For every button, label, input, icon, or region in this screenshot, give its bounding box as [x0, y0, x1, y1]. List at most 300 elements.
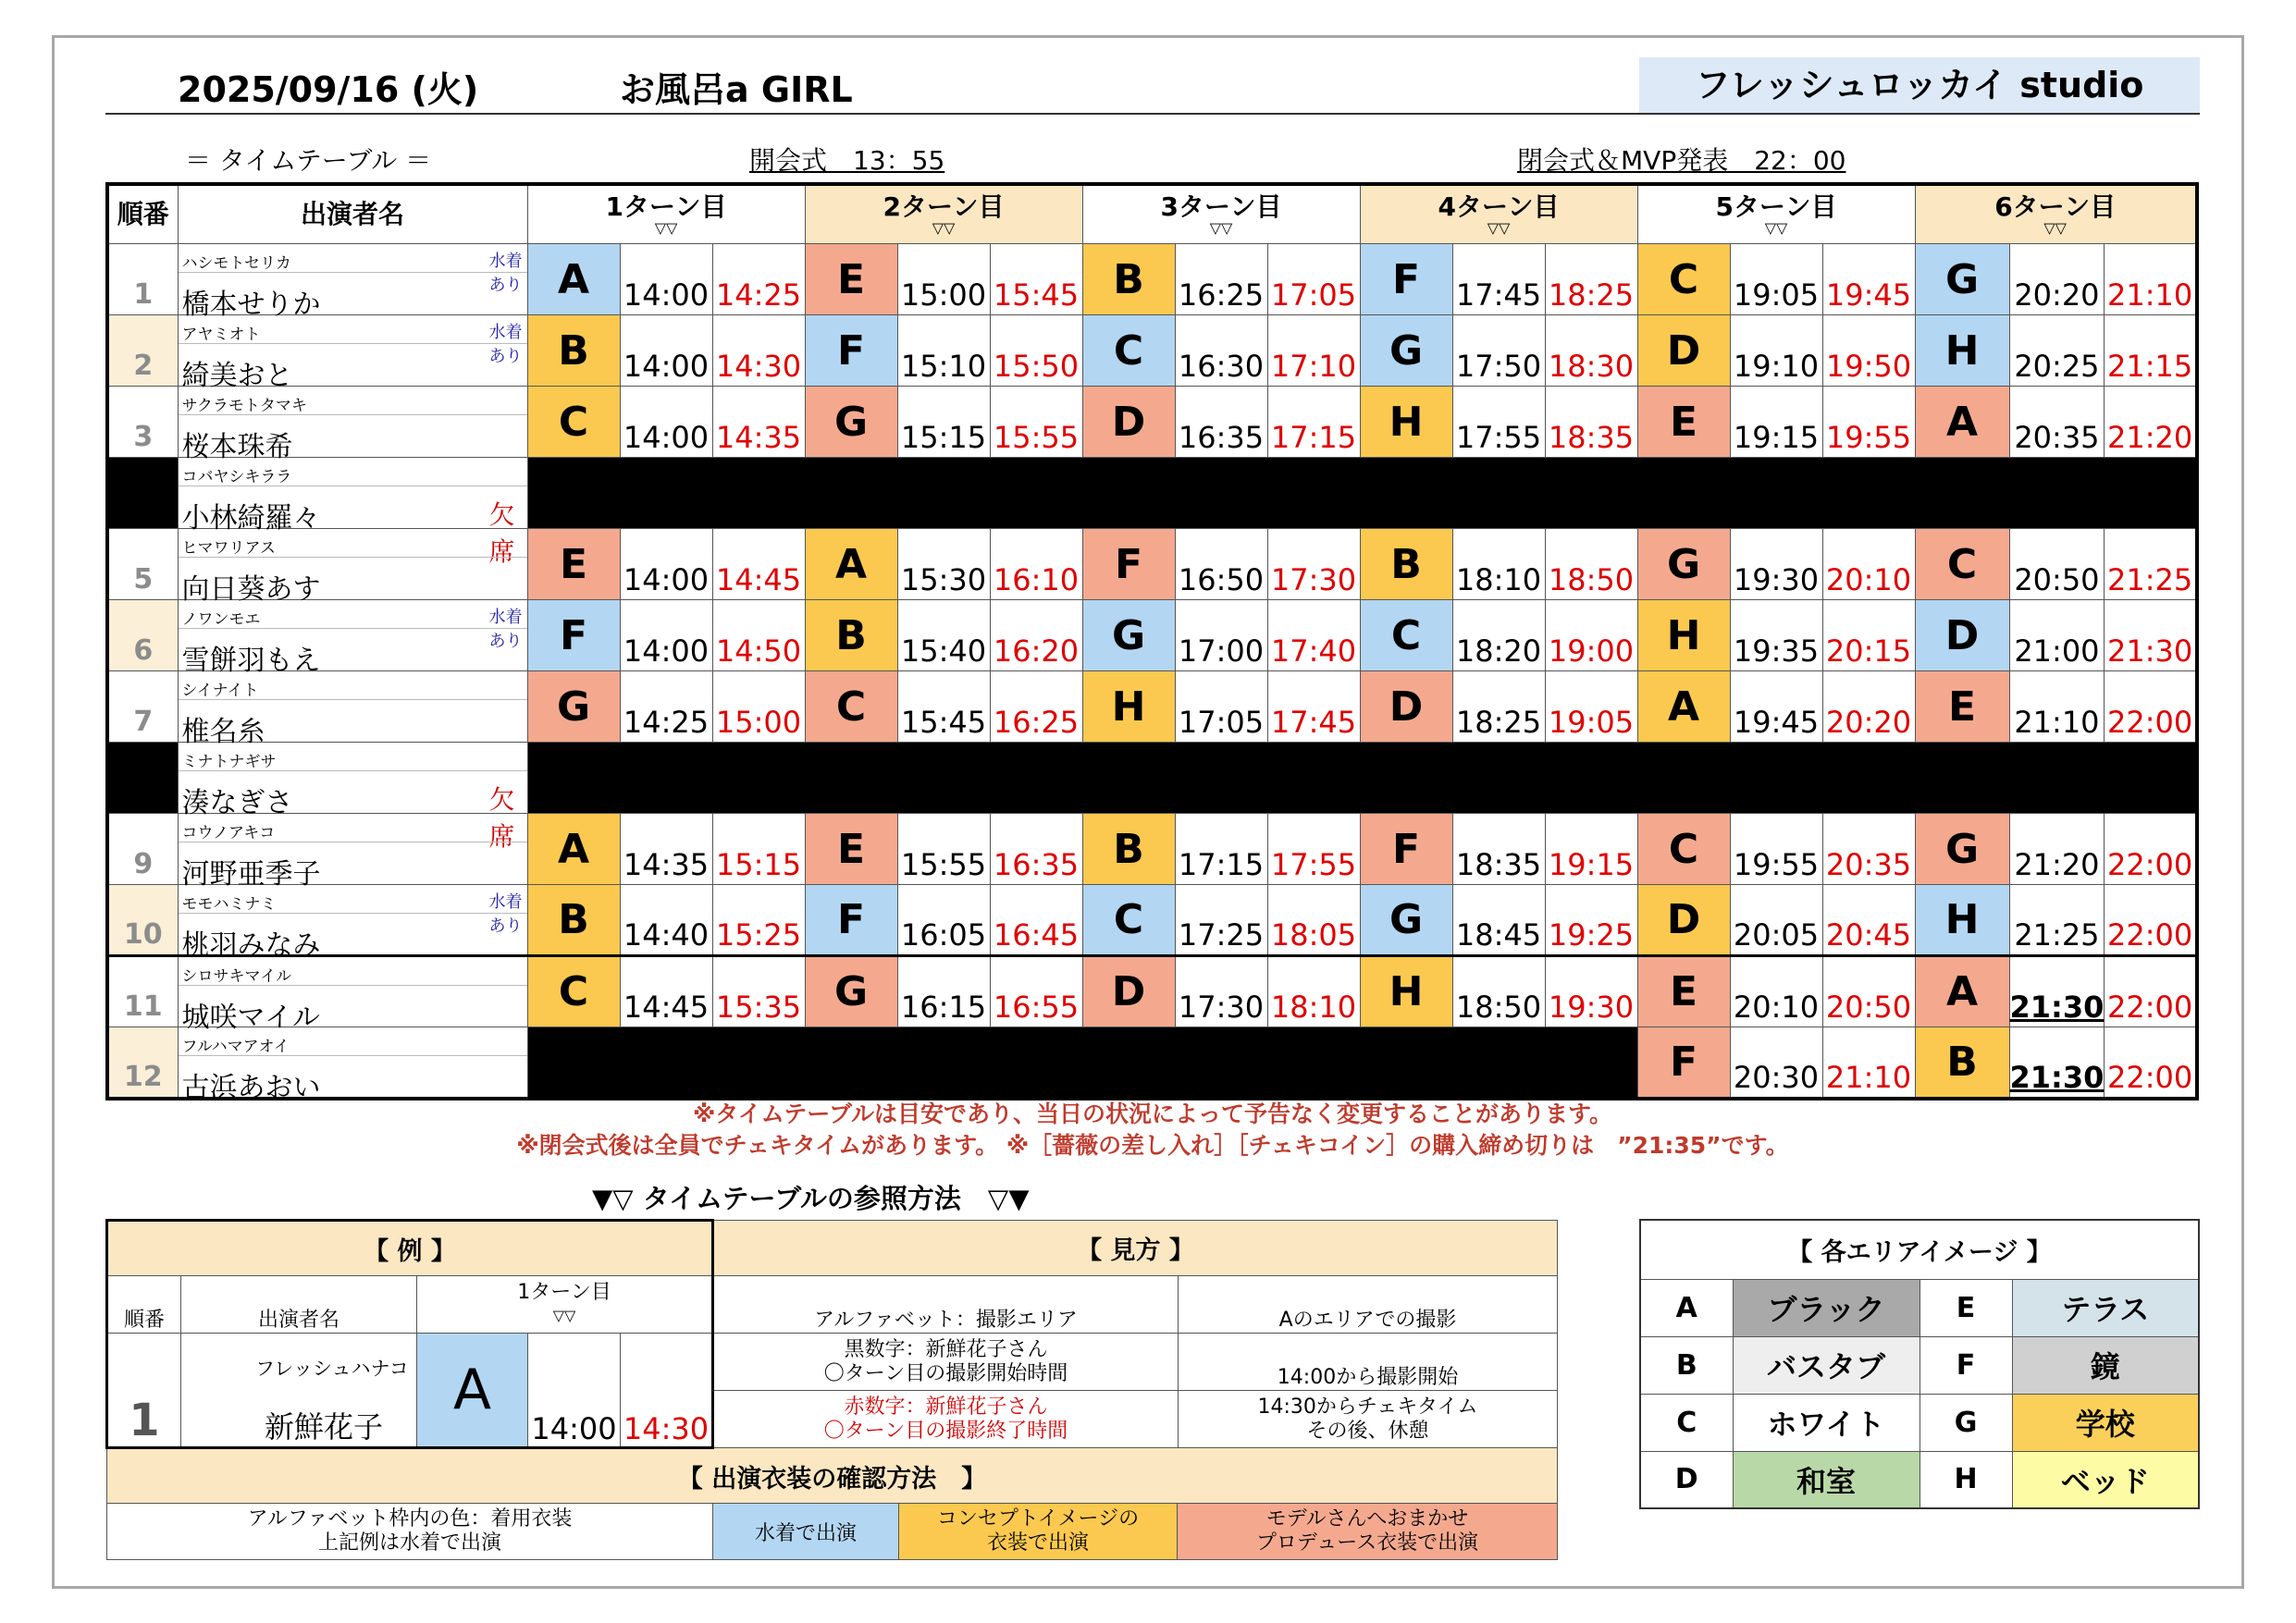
start-time: 18:25: [1452, 671, 1545, 743]
turn-header-2: [805, 184, 1082, 244]
end-time: 15:55: [990, 387, 1082, 458]
end-time: 22:00: [2105, 1027, 2197, 1099]
end-time: 16:10: [990, 529, 1082, 600]
performer-cell: [178, 600, 527, 677]
performer-cell: [178, 315, 527, 392]
timetable-label: ＝ タイムテーブル ＝: [185, 145, 432, 176]
area-letter: C: [1082, 315, 1175, 387]
area-key: A: [1640, 1279, 1733, 1336]
end-time: 22:00: [2105, 671, 2197, 743]
swimsuit-badge: 水着あり: [488, 323, 523, 366]
row-number: 10: [107, 885, 178, 956]
area-letter: H: [1082, 671, 1175, 743]
end-time: 22:00: [2105, 885, 2197, 956]
row-number: 7: [107, 671, 178, 743]
closing-time: 閉会式＆MVP発表 22：00: [1517, 145, 1846, 176]
start-time: 14:25: [620, 671, 712, 743]
performer-row: [107, 387, 2197, 458]
costume-desc-line1: アルファベット枠内の色：着用衣装: [247, 1507, 573, 1531]
turn-label: 3ターン目: [1160, 191, 1282, 222]
start-time: 19:55: [1730, 814, 1822, 885]
area-letter: A: [805, 529, 897, 600]
area-name: ベッド: [2012, 1451, 2199, 1508]
performer-cell: [178, 387, 527, 463]
performer-cell: [178, 885, 527, 962]
area-letter: E: [1637, 387, 1730, 458]
example-order-header: 順番: [107, 1276, 181, 1334]
costume-swimsuit: 水着で出演: [713, 1504, 899, 1559]
start-time: 21:10: [2009, 671, 2105, 743]
area-key: B: [1640, 1336, 1733, 1394]
row-number: 2: [107, 315, 178, 387]
area-letter: C: [1637, 244, 1730, 315]
example-label: 【 例 】: [107, 1221, 713, 1276]
end-time: 22:00: [2105, 814, 2197, 885]
costume-produce-line1: モデルさんへおまかせ: [1265, 1507, 1469, 1531]
costume-legend-swatches: [713, 1504, 1558, 1560]
performer-kana: ヒマワリアス: [181, 539, 276, 558]
view-3a-line1: 赤数字：新鮮花子さん: [844, 1395, 1048, 1419]
start-time: 17:45: [1452, 244, 1545, 315]
start-time: 14:00: [620, 600, 712, 671]
start-time: 14:40: [620, 885, 712, 956]
view-3a-line2: 〇ターン目の撮影終了時間: [823, 1419, 1068, 1443]
area-letter: F: [1360, 244, 1452, 315]
performer-row: [107, 885, 2197, 956]
area-letter: E: [1637, 956, 1730, 1027]
area-key: H: [1920, 1451, 2012, 1508]
end-time: 20:50: [1822, 956, 1915, 1027]
area-letter: A: [527, 814, 620, 885]
area-letter: A: [527, 244, 620, 315]
performer-kana: コバヤシキララ: [181, 468, 292, 486]
performer-row: [107, 1027, 2197, 1099]
performer-name: 桃羽みなみ: [181, 929, 321, 962]
area-letter: C: [527, 956, 620, 1027]
area-letter: E: [1915, 671, 2009, 743]
start-time: 17:05: [1175, 671, 1267, 743]
performer-kana: ノワンモエ: [181, 610, 261, 629]
area-letter: F: [527, 600, 620, 671]
end-time: 19:05: [1545, 671, 1637, 743]
event-date: 2025/09/16 (火): [178, 69, 479, 110]
start-time: 17:50: [1452, 315, 1545, 387]
timetable: [105, 182, 2199, 1104]
area-letter: G: [1915, 814, 2009, 885]
view-2a: [713, 1334, 1179, 1391]
area-letter: G: [1360, 315, 1452, 387]
area-key: G: [1920, 1394, 2012, 1451]
performer-name: 湊なぎさ: [181, 787, 293, 819]
end-time: 19:50: [1822, 315, 1915, 387]
example-start: 14:00: [528, 1334, 621, 1448]
area-letter: C: [1915, 529, 2009, 600]
end-time: 21:30: [2105, 600, 2197, 671]
example-turn-header: [417, 1276, 713, 1334]
area-name: ブラック: [1733, 1279, 1920, 1336]
area-letter: B: [1915, 1027, 2009, 1099]
area-legend: [1639, 1219, 2200, 1509]
start-time: 20:35: [2009, 387, 2105, 458]
absent-badge: 欠席: [488, 499, 515, 567]
turn-label: 6ターン目: [1994, 191, 2117, 222]
unassigned-blackout: [527, 1027, 1637, 1099]
area-letter: C: [1082, 885, 1175, 956]
end-time: 17:55: [1267, 814, 1360, 885]
start-time: 20:10: [1730, 956, 1822, 1027]
performer-kana: フルハマアオイ: [181, 1038, 290, 1056]
row-number: 11: [107, 956, 178, 1027]
start-time: 20:25: [2009, 315, 2105, 387]
end-time: 15:50: [990, 315, 1082, 387]
area-letter: C: [1637, 814, 1730, 885]
area-letter: A: [1915, 956, 2009, 1027]
end-time: 14:30: [712, 315, 805, 387]
end-time: 21:10: [2105, 244, 2197, 315]
area-name: 鏡: [2012, 1336, 2199, 1394]
performer-kana: アヤミオト: [181, 326, 261, 344]
start-time: 15:55: [897, 814, 990, 885]
area-letter: F: [1082, 529, 1175, 600]
start-time: 17:00: [1175, 600, 1267, 671]
start-time: 14:00: [620, 529, 712, 600]
end-time: 19:30: [1545, 956, 1637, 1027]
row-number: 1: [107, 244, 178, 315]
view-1b: Aのエリアでの撮影: [1179, 1276, 1558, 1334]
performer-name: 河野亜季子: [181, 858, 321, 891]
view-3a: [713, 1391, 1179, 1448]
area-title: 【 各エリアイメージ 】: [1640, 1220, 2199, 1279]
start-time: 21:20: [2009, 814, 2105, 885]
start-time: 19:10: [1730, 315, 1822, 387]
end-time: 19:00: [1545, 600, 1637, 671]
end-time: 21:10: [1822, 1027, 1915, 1099]
start-time: 16:30: [1175, 315, 1267, 387]
performer-name: 小林綺羅々: [181, 502, 321, 535]
start-time: 18:20: [1452, 600, 1545, 671]
end-time: 22:00: [2105, 956, 2197, 1027]
absent-badge: 欠席: [488, 784, 515, 852]
start-time: 15:15: [897, 387, 990, 458]
turn-header-1: [527, 184, 805, 244]
area-letter: A: [1915, 387, 2009, 458]
example-table: [105, 1219, 1558, 1560]
performer-kana: サクラモトタマキ: [181, 397, 307, 415]
costume-concept: [899, 1504, 1178, 1559]
area-letter: H: [1637, 600, 1730, 671]
example-num: 1: [107, 1334, 181, 1448]
area-letter: G: [805, 387, 897, 458]
end-time: 15:35: [712, 956, 805, 1027]
costume-concept-line1: コンセプトイメージの: [936, 1507, 1140, 1531]
start-time: 19:45: [1730, 671, 1822, 743]
example-turn-label: 1ターン目: [517, 1281, 611, 1304]
performer-name: 向日葵あす: [181, 573, 321, 606]
end-time: 17:45: [1267, 671, 1360, 743]
start-time: 20:30: [1730, 1027, 1822, 1099]
view-3b-line2: その後、休憩: [1306, 1419, 1429, 1443]
area-name: 和室: [1733, 1451, 1920, 1508]
view-3b: [1179, 1391, 1558, 1448]
start-time: 21:30: [2009, 1027, 2105, 1099]
absent-blackout: [527, 458, 2197, 529]
end-time: 15:25: [712, 885, 805, 956]
area-letter: B: [1360, 529, 1452, 600]
start-time: 16:15: [897, 956, 990, 1027]
example-letter: A: [417, 1334, 528, 1448]
row-number: 5: [107, 529, 178, 600]
start-time: 16:05: [897, 885, 990, 956]
performer-kana: ハシモトセリカ: [181, 254, 291, 273]
area-letter: B: [1082, 244, 1175, 315]
end-time: 21:15: [2105, 315, 2197, 387]
howto-title: ▼▽ タイムテーブルの参照方法 ▽▼: [592, 1183, 1030, 1214]
performer-cell: [178, 671, 527, 748]
end-time: 16:55: [990, 956, 1082, 1027]
end-time: 19:45: [1822, 244, 1915, 315]
area-letter: F: [1360, 814, 1452, 885]
area-letter: E: [805, 814, 897, 885]
area-name: 学校: [2012, 1394, 2199, 1451]
example-end: 14:30: [621, 1334, 713, 1448]
costume-produce-line2: プロデュース衣装で出演: [1255, 1531, 1479, 1555]
area-letter: G: [1082, 600, 1175, 671]
start-time: 16:35: [1175, 387, 1267, 458]
area-key: F: [1920, 1336, 2012, 1394]
end-time: 18:30: [1545, 315, 1637, 387]
costume-swatch-table: [713, 1504, 1557, 1559]
turn-label: 4ターン目: [1438, 191, 1560, 222]
end-time: 16:35: [990, 814, 1082, 885]
view-2b: 14:00から撮影開始: [1179, 1334, 1558, 1391]
view-3b-line1: 14:30からチェキタイム: [1257, 1395, 1478, 1419]
end-time: 21:25: [2105, 529, 2197, 600]
start-time: 21:00: [2009, 600, 2105, 671]
start-time: 15:40: [897, 600, 990, 671]
performer-kana: ミナトナギサ: [181, 753, 277, 771]
row-number: [107, 458, 178, 529]
performer-name: 綺美おと: [181, 360, 293, 392]
start-time: 14:00: [620, 244, 712, 315]
end-time: 16:25: [990, 671, 1082, 743]
area-letter: H: [1915, 315, 2009, 387]
area-name: ホワイト: [1733, 1394, 1920, 1451]
performer-cell: [178, 529, 527, 606]
performer-row: [107, 743, 2197, 814]
end-time: 14:50: [712, 600, 805, 671]
performer-row: [107, 671, 2197, 743]
start-time: 14:00: [620, 315, 712, 387]
row-number: 9: [107, 814, 178, 885]
performer-cell: [178, 956, 527, 1034]
example-name: 新鮮花子: [265, 1409, 384, 1445]
end-time: 18:05: [1267, 885, 1360, 956]
start-time: 14:45: [620, 956, 712, 1027]
performer-name: 城咲マイル: [181, 1002, 320, 1034]
start-time: 18:10: [1452, 529, 1545, 600]
absent-blackout: [527, 743, 2197, 814]
area-letter: D: [1915, 600, 2009, 671]
performer-row: [107, 956, 2197, 1027]
start-time: 18:35: [1452, 814, 1545, 885]
costume-concept-line2: 衣装で出演: [986, 1531, 1089, 1555]
costume-legend-desc: [107, 1504, 713, 1560]
performer-name: 橋本せりか: [181, 289, 321, 321]
turn-arrow: ▽▽: [654, 219, 678, 237]
start-time: 14:00: [620, 387, 712, 458]
end-time: 15:45: [990, 244, 1082, 315]
start-time: 14:35: [620, 814, 712, 885]
end-time: 20:45: [1822, 885, 1915, 956]
end-time: 18:10: [1267, 956, 1360, 1027]
performer-row: [107, 600, 2197, 671]
performer-row: [107, 814, 2197, 885]
area-letter: G: [1637, 529, 1730, 600]
end-time: 18:35: [1545, 387, 1637, 458]
row-number: 6: [107, 600, 178, 671]
area-name: テラス: [2012, 1279, 2199, 1336]
start-time: 17:55: [1452, 387, 1545, 458]
area-letter: E: [527, 529, 620, 600]
performer-kana: シイナイト: [181, 682, 259, 700]
area-letter: F: [805, 315, 897, 387]
start-time: 19:35: [1730, 600, 1822, 671]
start-time: 20:05: [1730, 885, 1822, 956]
area-letter: B: [527, 885, 620, 956]
view-2a-line2: 〇ターン目の撮影開始時間: [823, 1361, 1068, 1385]
performer-row: [107, 529, 2197, 600]
turn-header-3: [1082, 184, 1360, 244]
turn-header-6: [1915, 184, 2197, 244]
end-time: 19:25: [1545, 885, 1637, 956]
area-letter: G: [527, 671, 620, 743]
start-time: 17:25: [1175, 885, 1267, 956]
area-letter: G: [1915, 244, 2009, 315]
view-2a-line1: 黒数字：新鮮花子さん: [844, 1337, 1048, 1361]
area-letter: C: [805, 671, 897, 743]
example-performer-header: 出演者名: [181, 1276, 417, 1334]
area-letter: D: [1082, 956, 1175, 1027]
start-time: 21:25: [2009, 885, 2105, 956]
area-letter: D: [1082, 387, 1175, 458]
area-letter: H: [1360, 956, 1452, 1027]
end-time: 16:20: [990, 600, 1082, 671]
end-time: 14:35: [712, 387, 805, 458]
end-time: 17:40: [1267, 600, 1360, 671]
turn-label: 2ターン目: [883, 191, 1005, 222]
row-number: [107, 743, 178, 814]
end-time: 14:25: [712, 244, 805, 315]
end-time: 18:50: [1545, 529, 1637, 600]
start-time: 15:30: [897, 529, 990, 600]
area-row: [1640, 1394, 2199, 1451]
view-1a: アルファベット：撮影エリア: [713, 1276, 1179, 1334]
end-time: 17:15: [1267, 387, 1360, 458]
view-label: 【 見方 】: [713, 1221, 1558, 1276]
start-time: 16:25: [1175, 244, 1267, 315]
start-time: 19:05: [1730, 244, 1822, 315]
area-key: E: [1920, 1279, 2012, 1336]
performer-name: 椎名糸: [181, 716, 265, 748]
area-letter: C: [527, 387, 620, 458]
end-time: 15:00: [712, 671, 805, 743]
performer-kana: モモハミナミ: [181, 895, 277, 914]
order-header: 順番: [107, 184, 178, 244]
start-time: 18:45: [1452, 885, 1545, 956]
turn-header-4: [1360, 184, 1637, 244]
area-letter: A: [1637, 671, 1730, 743]
area-letter: F: [805, 885, 897, 956]
start-time: 21:30: [2009, 956, 2105, 1027]
area-letter: B: [1082, 814, 1175, 885]
end-time: 20:10: [1822, 529, 1915, 600]
example-kana: フレッシュハナコ: [255, 1358, 409, 1380]
area-key: C: [1640, 1394, 1733, 1451]
area-letter: D: [1637, 885, 1730, 956]
area-letter: F: [1637, 1027, 1730, 1099]
opening-time: 開会式 13：55: [749, 145, 945, 176]
example-name-cell: [181, 1334, 417, 1448]
area-letter: D: [1637, 315, 1730, 387]
start-time: 16:50: [1175, 529, 1267, 600]
row-number: 3: [107, 387, 178, 458]
end-time: 20:20: [1822, 671, 1915, 743]
costume-produce: [1178, 1504, 1558, 1559]
end-time: 17:05: [1267, 244, 1360, 315]
area-letter: B: [527, 315, 620, 387]
area-key: D: [1640, 1451, 1733, 1508]
end-time: 21:20: [2105, 387, 2197, 458]
performer-cell: [178, 1027, 527, 1104]
area-row: [1640, 1279, 2199, 1336]
area-letter: D: [1360, 671, 1452, 743]
costume-title: 【 出演衣装の確認方法 】: [107, 1448, 1558, 1504]
end-time: 18:25: [1545, 244, 1637, 315]
turn-arrow: ▽▽: [1487, 219, 1511, 237]
turn-arrow: ▽▽: [2043, 219, 2067, 237]
end-time: 17:30: [1267, 529, 1360, 600]
performer-name: 桜本珠希: [181, 431, 293, 463]
end-time: 20:15: [1822, 600, 1915, 671]
start-time: 20:50: [2009, 529, 2105, 600]
turn-header-5: [1637, 184, 1915, 244]
start-time: 19:30: [1730, 529, 1822, 600]
end-time: 17:10: [1267, 315, 1360, 387]
example-turn-arrow: ▽▽: [552, 1307, 576, 1324]
area-name: バスタブ: [1733, 1336, 1920, 1394]
performer-row: [107, 315, 2197, 387]
header-divider: [105, 113, 2200, 115]
end-time: 20:35: [1822, 814, 1915, 885]
start-time: 17:30: [1175, 956, 1267, 1027]
end-time: 15:15: [712, 814, 805, 885]
area-letter: E: [805, 244, 897, 315]
area-row: [1640, 1336, 2199, 1394]
end-time: 14:45: [712, 529, 805, 600]
turn-label: 5ターン目: [1715, 191, 1837, 222]
area-letter: G: [1360, 885, 1452, 956]
area-letter: B: [805, 600, 897, 671]
performer-kana: コウノアキコ: [181, 824, 276, 842]
performer-kana: シロサキマイル: [181, 967, 292, 986]
performer-header: 出演者名: [178, 184, 527, 244]
area-row: [1640, 1451, 2199, 1508]
start-time: 17:15: [1175, 814, 1267, 885]
end-time: 19:15: [1545, 814, 1637, 885]
swimsuit-badge: 水着あり: [488, 608, 523, 651]
area-letter: H: [1915, 885, 2009, 956]
performer-name: 雪餅羽もえ: [181, 645, 321, 677]
